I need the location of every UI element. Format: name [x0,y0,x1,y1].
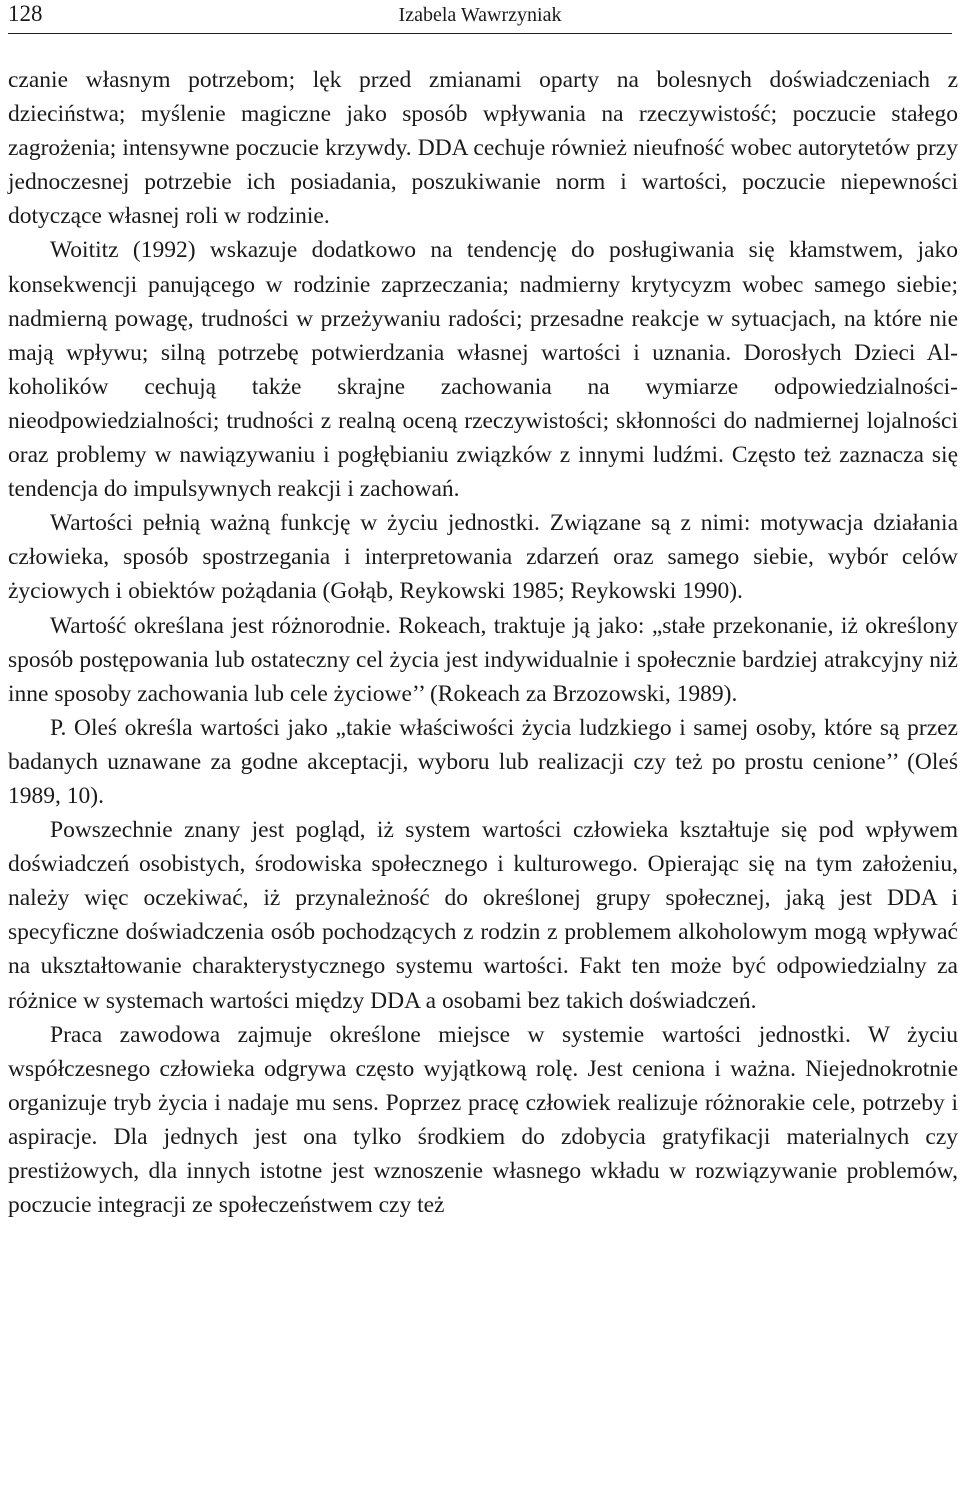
page-header [8,0,952,34]
running-title: Izabela Wawrzyniak [398,4,562,26]
page-number: 128 [8,1,43,26]
paragraph: Praca zawodowa zajmuje określone miejsce w systemie wartości jednostki. W życiu współczesnego człowieka odgrywa często wyjątkową rolę. Jest ceniona i ważna. Niejednokrotnie organizuje tryb życia i nadaje mu sens. Poprzez pracę człowiek realizuje różnorakie cele, potrzeby i aspiracje. Dla jednych jest ona tylko środkiem do zdobycia gratyfikacji materialnych czy prestiżowych, dla innych istotne jest wznoszenie własnego wkładu w rozwiązywanie problemów, poczucie integracji ze społeczeństwem czy też [8,1021,958,1219]
paragraph: czanie własnym potrzebom; lęk przed zmianami oparty na bolesnych doświadczeniach z dzieciństwa; myślenie magiczne jako sposób wpływania na rzeczywistość; poczucie stałego zagrożenia; intensywne poczucie krzywdy. DDA cechuje również nieufność wobec autorytetów przy jednoczesnej potrzebie ich posiadania, poszukiwanie norm i wartości, poczucie niepewności dotyczące własnej roli w rodzinie. [8,67,958,230]
paragraph: Powszechnie znany jest pogląd, iż system wartości człowieka kształtuje się pod wpływem doświadczeń osobistych, środowiska społecznego i kulturowego. Opierając się na tym założeniu, należy więc oczekiwać, iż przynależność do określonej grupy społecznej, jaką jest DDA i specyficzne doświadczenia osób pochodzących z rodzin z problemem alkoholowym mogą wpływać na ukształtowanie charakterystycznego systemu wartości. Fakt ten może być odpowiedzialny za różnice w systemach wartości między DDA a osobami bez takich doświadczeń. [8,817,958,1014]
paragraph: Wartość określana jest różnorodnie. Rokeach, traktuje ją jako: „stałe przekonanie, iż określony sposób postępowania lub ostateczny cel życia jest indywidualnie i społecznie bardziej atrakcyjny niż inne sposoby zachowania lub cele życiowe’’ (Rokeach za Brzozowski, 1989). [8,612,958,707]
body-text [8,63,958,1222]
paragraph: Woititz (1992) wskazuje dodatkowo na tendencję do posługiwania się kłamstwem, jako konsekwencji panującego w rodzinie zaprzeczania; nadmierny krytycyzm wobec samego siebie; nadmierną powagę, trudności w przeżywaniu radości; przesadne reakcje w sytuacjach, na które nie mają wpływu; silną potrzebę potwierdzania własnej wartości i uznania. Dorosłych Dzieci Alkoholików cechują także skrajne zachowania na wymiarze odpowiedzialności-nieodpowiedzialności; trudności z realną oceną rzeczywistości; skłonności do nadmiernej lojalności oraz problemy w nawiązywaniu i pogłębianiu związków z innymi ludźmi. Często też zaznacza się tendencja do impulsywnych reakcji i zachowań. [8,237,958,503]
paragraph: P. Oleś określa wartości jako „takie właściwości życia ludzkiego i samej osoby, które są przez badanych uznawane za godne akceptacji, wyboru lub realizacji czy też po prostu cenione’’ (Oleś 1989, 10). [8,714,958,809]
paragraph: Wartości pełnią ważną funkcję w życiu jednostki. Związane są z nimi: motywacja działania człowieka, sposób spostrzegania i interpretowania zdarzeń oraz samego siebie, wybór celów życiowych i obiektów pożądania (Gołąb, Reykowski 1985; Reykowski 1990). [8,510,958,605]
